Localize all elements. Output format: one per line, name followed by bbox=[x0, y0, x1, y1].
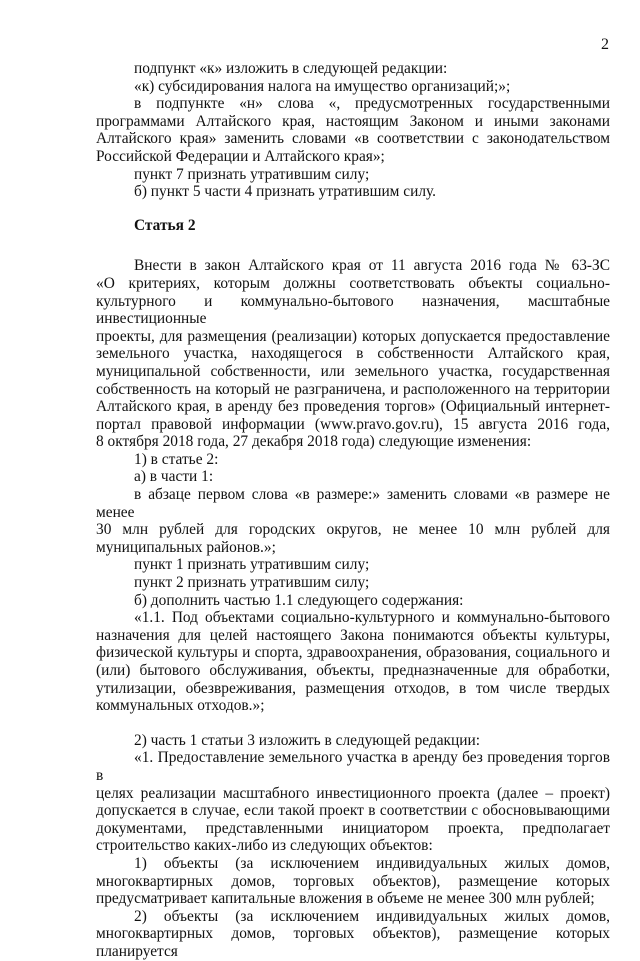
paragraph-line: муниципальных районов.»; bbox=[96, 538, 276, 556]
paragraph-line: программами Алтайского края, настоящим Законом и иными законами bbox=[96, 112, 610, 130]
document-body bbox=[96, 60, 610, 961]
paragraph-line: 2) часть 1 статьи 3 изложить в следующей редакции: bbox=[134, 731, 481, 749]
paragraph-line: 1) в статье 2: bbox=[134, 450, 219, 468]
paragraph-line: (или) бытового обслуживания, объекты, предназначенные для обработки, bbox=[96, 662, 610, 679]
paragraph-line: коммунальных отходов.»; bbox=[96, 697, 265, 715]
paragraph-line: в подпункте «н» слова «, предусмотренных государственными bbox=[134, 95, 610, 113]
paragraph-line: назначения для целей настоящего Закона понимаются объекты культуры, bbox=[96, 626, 610, 644]
paragraph-line: физической культуры и спорта, здравоохранения, образования, социального и bbox=[96, 644, 610, 662]
paragraph-line: допускается в случае, если такой проект в соответствии с обосновывающими bbox=[96, 802, 610, 820]
paragraph-line: 30 млн рублей для городских округов, не менее 10 млн рублей для bbox=[96, 521, 610, 539]
paragraph-line: пункт 2 признать утратившим силу; bbox=[134, 574, 370, 592]
paragraph-line: подпункт «к» изложить в следующей редакции: bbox=[134, 60, 448, 77]
paragraph-line: культурного и коммунально-бытового назначения, масштабные инвестиционные bbox=[96, 292, 610, 328]
paragraph-line: «О критериях, которым должны соответствовать объекты социально- bbox=[96, 274, 610, 292]
paragraph-line: «к) субсидирования налога на имущество организаций;»; bbox=[134, 77, 511, 95]
paragraph-line: Российской Федерации и Алтайского края»; bbox=[96, 147, 385, 165]
section-article-2-continued bbox=[96, 732, 610, 961]
paragraph-line: 8 октября 2018 года, 27 декабря 2018 года) следующие изменения: bbox=[96, 433, 532, 451]
paragraph-line: строительство каких-либо из следующих объектов: bbox=[96, 837, 433, 855]
paragraph-line: портал правовой информации (www.pravo.gov.ru), 15 августа 2016 года, bbox=[96, 415, 610, 433]
article-heading: Статья 2 bbox=[134, 216, 196, 234]
paragraph-line: предусматривает капитальные вложения в объеме не менее 300 млн рублей; bbox=[96, 890, 595, 908]
paragraph-line: многоквартирных домов, торговых объектов), размещение которых планируется bbox=[96, 925, 610, 960]
paragraph-line: муниципальной собственности, или земельного участка, государственная bbox=[96, 362, 610, 380]
paragraph-line: Внести в закон Алтайского края от 11 августа 2016 года № 63-ЗС bbox=[134, 257, 610, 275]
paragraph-line: Алтайского края» заменить словами «в соответствии с законодательством bbox=[96, 130, 610, 148]
paragraph-line: б) дополнить частью 1.1 следующего содержания: bbox=[134, 591, 464, 609]
paragraph-line: а) в части 1: bbox=[134, 468, 214, 486]
paragraph-line: целях реализации масштабного инвестиционного проекта (далее – проект) bbox=[96, 784, 610, 802]
paragraph-line: б) пункт 5 части 4 признать утратившим силу. bbox=[134, 183, 437, 201]
paragraph-line: в абзаце первом слова «в размере:» заменить словами «в размере не менее bbox=[96, 486, 610, 521]
paragraph-line: утилизации, обезвреживания, размещения отходов, в том числе твердых bbox=[96, 679, 610, 697]
paragraph-line: документами, представленными инициатором проекта, предполагает bbox=[96, 819, 610, 837]
section-article-1-end bbox=[96, 60, 610, 201]
paragraph-line: многоквартирных домов, торговых объектов), размещение которых bbox=[96, 872, 610, 890]
paragraph-line: пункт 7 признать утратившим силу; bbox=[134, 165, 370, 183]
paragraph-line: «1. Предоставление земельного участка в аренду без проведения торгов в bbox=[96, 749, 610, 784]
paragraph-line: «1.1. Под объектами социально-культурного и коммунально-бытового bbox=[134, 609, 610, 627]
section-article-2 bbox=[96, 257, 610, 714]
paragraph-line: земельного участка, находящегося в собственности Алтайского края, bbox=[96, 345, 610, 363]
paragraph-line: пункт 1 признать утратившим силу; bbox=[134, 556, 370, 574]
page-number: 2 bbox=[601, 36, 609, 53]
paragraph-line: 1) объекты (за исключением индивидуальных жилых домов, bbox=[134, 854, 610, 872]
paragraph-line: собственность на который не разграничена, и расположенного на территории bbox=[96, 380, 610, 398]
paragraph-line: 2) объекты (за исключением индивидуальных жилых домов, bbox=[134, 907, 610, 925]
paragraph-line: проекты, для размещения (реализации) которых допускается предоставление bbox=[96, 327, 610, 345]
paragraph-line: Алтайского края, в аренду без проведения торгов» (Официальный интернет- bbox=[96, 398, 610, 416]
